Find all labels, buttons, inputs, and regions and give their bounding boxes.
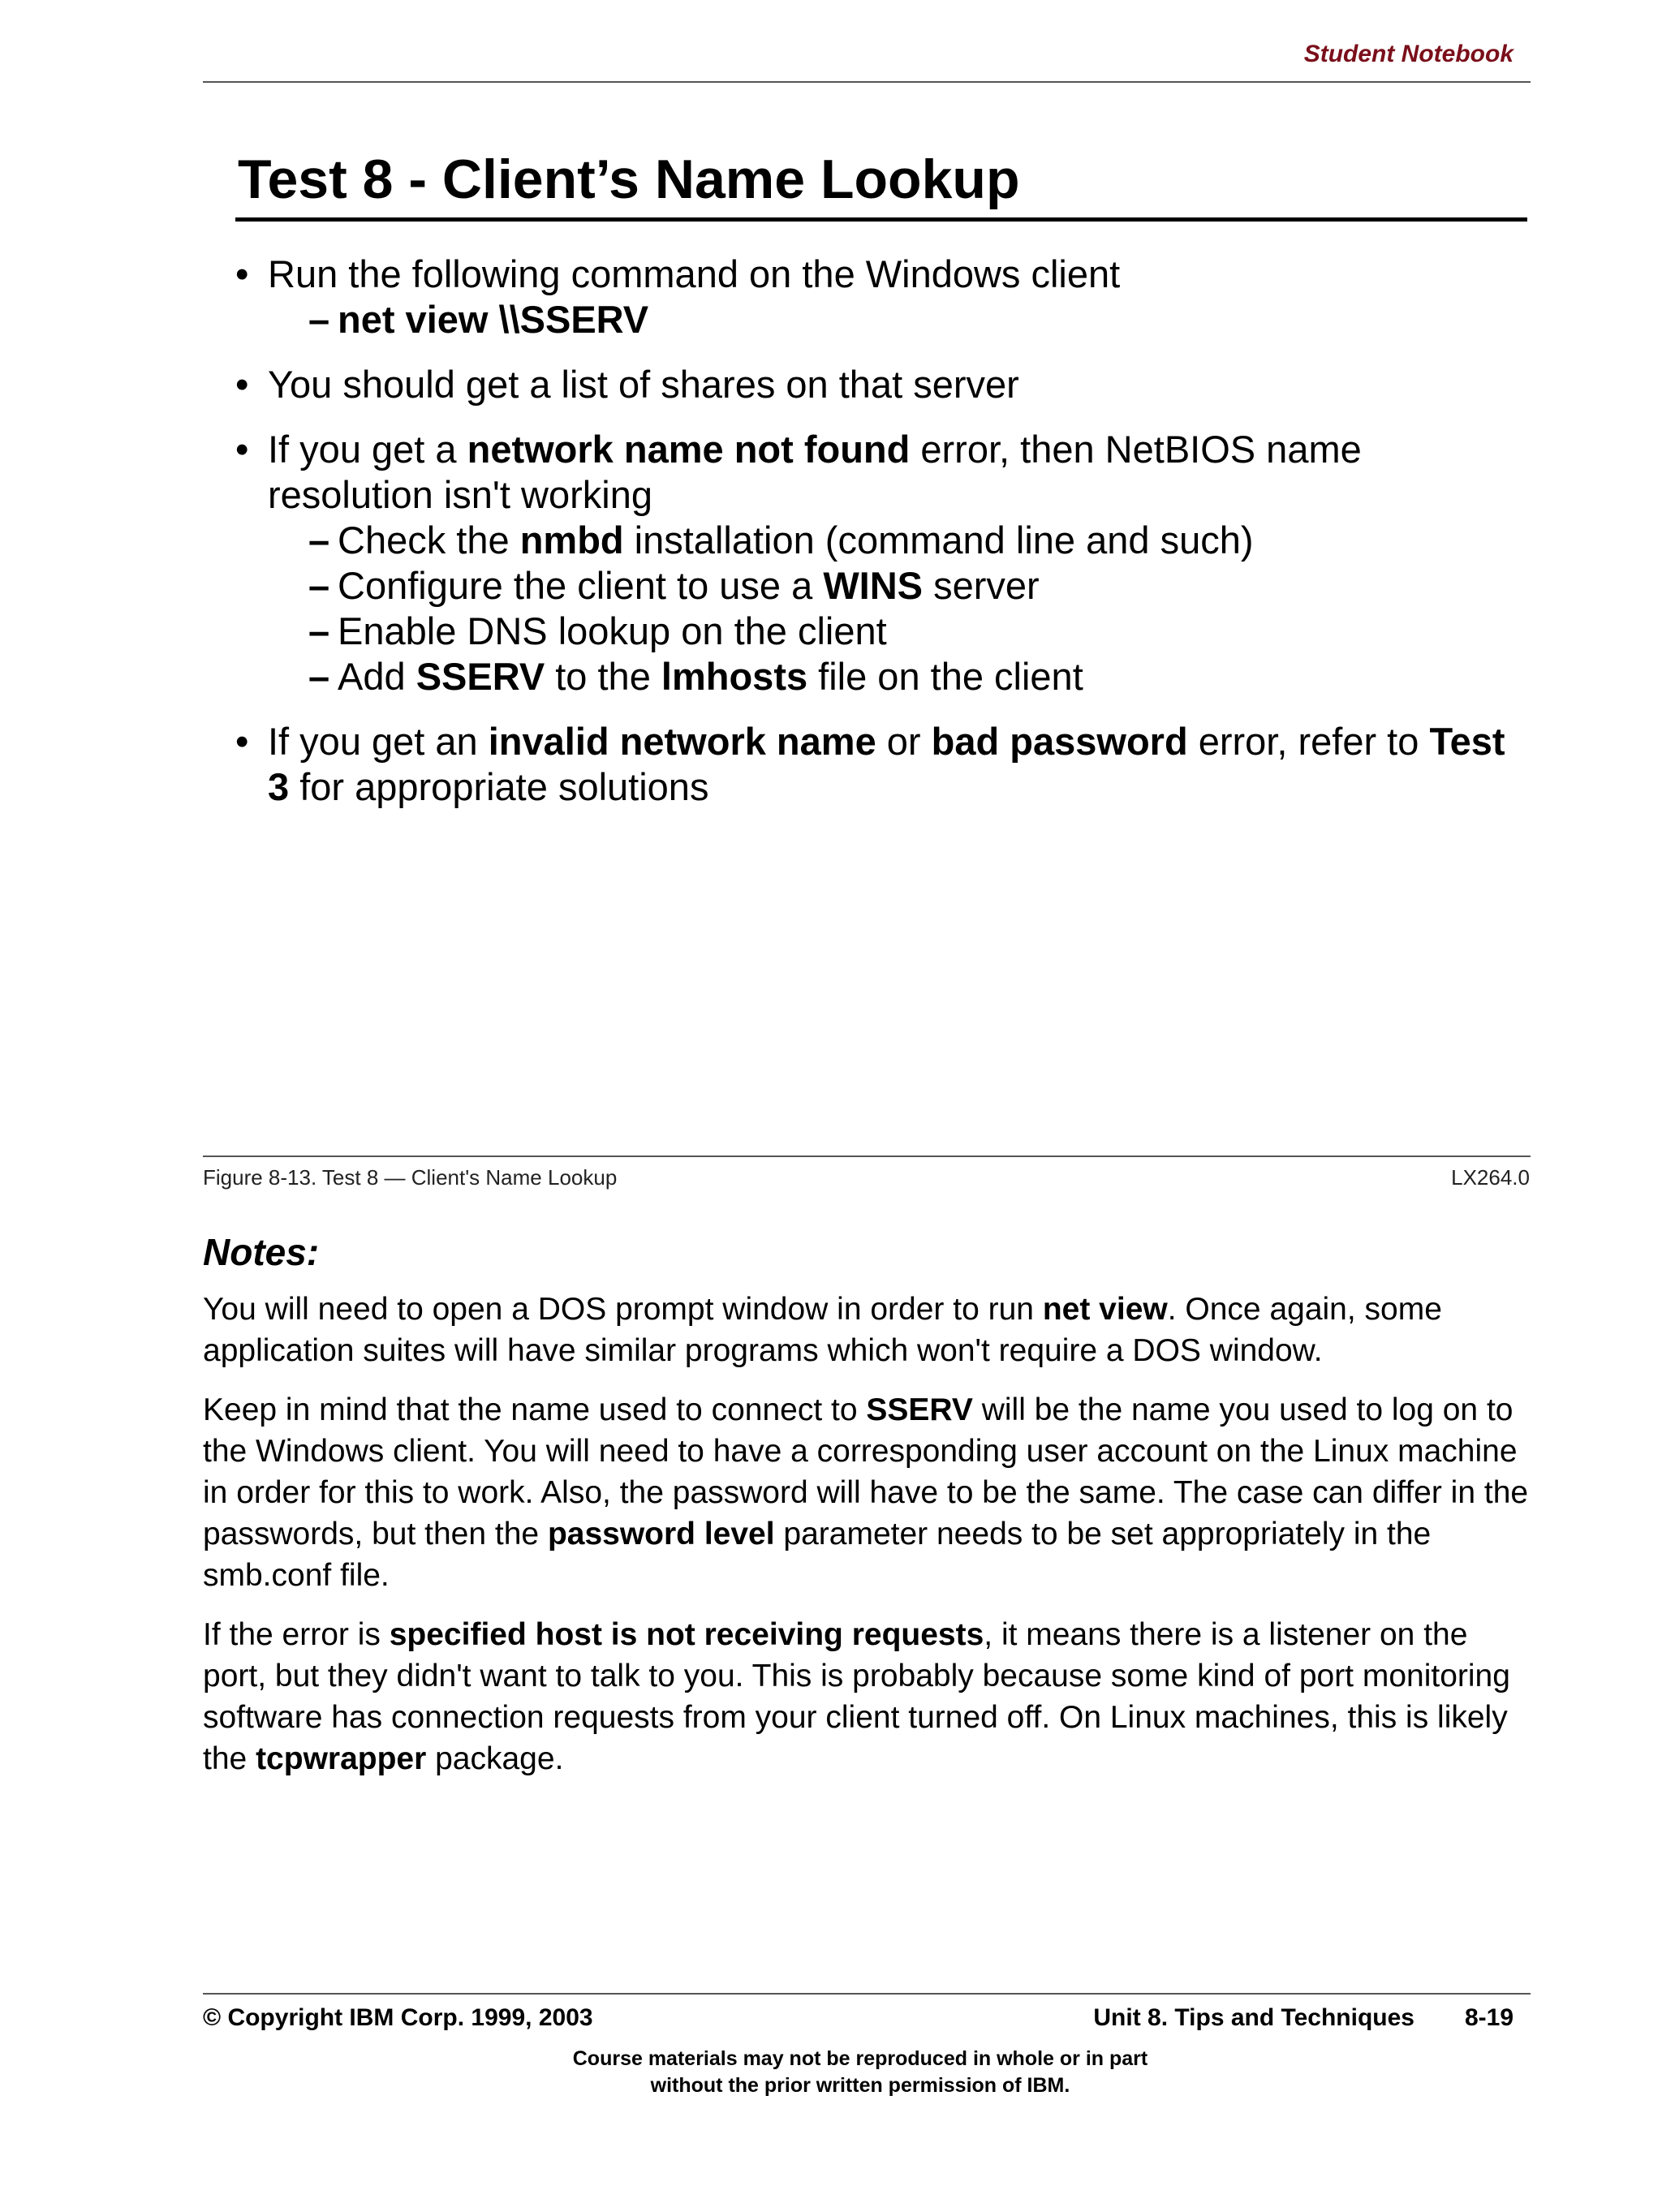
notice-line: Course materials may not be reproduced in whole or in part [572,2047,1148,2070]
course-code: LX264.0 [1451,1165,1530,1190]
sub-bullet [268,563,1534,609]
sub-text: to the [545,655,661,698]
notes-heading: Notes: [203,1231,320,1273]
sub-text: Enable DNS lookup on the client [338,609,887,652]
notes-bold: tcpwrapper [256,1741,427,1776]
notes-text: will be the name you used to log on to the Windows client. You will need to have a corresponding user account on the Linux machine in order for this to work. Also, the password will have to be the same. The case can differ in the passwords, but then the [203,1392,1529,1551]
bullet-bold-part: bad password [931,720,1188,763]
sub-bullet [268,518,1534,563]
notes-text: , it means there is a listener on the port, but they didn't want to talk to you. This is probably because some kind of port monitoring software has connection requests from your client turned off. On Linux machines, this is likely the [203,1617,1510,1776]
notes-bold: specified host is not receiving requests [389,1617,984,1652]
sub-bullet [268,654,1534,699]
page-number: 8-19 [1464,2004,1513,2031]
bullet-network-name-error [235,427,1534,699]
notes-body [203,1289,1534,1797]
sub-text: Check the [338,519,520,562]
notes-text: Keep in mind that the name used to connect to [203,1392,867,1427]
sub-text: file on the client [807,655,1083,698]
notes-bold: net view [1042,1292,1168,1327]
sub-text: server [923,564,1040,607]
notes-text: package. [426,1741,564,1776]
dash-icon: – [308,564,330,607]
notes-bold: SSERV [866,1392,973,1427]
notice-line: without the prior written permission of IBM. [650,2074,1070,2097]
bullet-invalid-name-error [235,719,1534,810]
copyright: © Copyright IBM Corp. 1999, 2003 [203,2004,593,2031]
sub-text: Add [338,655,416,698]
bullet-text-part: for appropriate solutions [289,765,709,808]
bullet-list-shares [235,362,1534,407]
bullet-text-part: If you get an [268,720,489,763]
notes-text: parameter needs to be set appropriately in the smb.conf file. [203,1517,1432,1593]
bullet-icon: • [235,428,249,471]
figure-rule [203,1155,1531,1157]
bullet-text: You should get a list of shares on that server [268,363,1019,406]
header-rule [203,81,1531,83]
bullet-text-part: If you get a [268,428,467,471]
header-label: Student Notebook [1303,41,1513,67]
bullet-text: Run the following command on the Windows client [268,252,1121,295]
sub-text: installation (command line and such) [623,519,1254,562]
sub-bold: lmhosts [661,655,808,698]
figure-caption: Figure 8-13. Test 8 — Client's Name Lookup [203,1165,618,1190]
bullet-text-part: or [876,720,932,763]
command-text: net view \\SSERV [338,298,649,341]
dash-icon: – [308,519,330,562]
sub-bullet [268,297,1534,342]
slide-body [235,252,1534,829]
bullet-text-part: error, refer to [1187,720,1430,763]
bullet-icon: • [235,720,249,763]
bullet-text-part: error, then NetBIOS name resolution isn't working [268,428,1362,516]
footer-rule [203,1993,1531,1995]
dash-icon: – [308,655,330,698]
bullet-bold-part: network name not found [467,428,911,471]
reproduction-notice [0,2046,1662,2099]
dash-icon: – [308,609,330,652]
bullet-bold-part: invalid network name [488,720,876,763]
notes-paragraph [203,1389,1534,1596]
sub-bold: SSERV [416,655,545,698]
title-underline [235,217,1527,222]
unit-title: Unit 8. Tips and Techniques [1093,2004,1414,2031]
bullet-run-command [235,252,1534,342]
sub-text: Configure the client to use a [338,564,824,607]
bullet-icon: • [235,252,249,295]
bullet-bold-part: Test 3 [268,720,1505,808]
dash-icon: – [308,298,330,341]
slide-title: Test 8 - Client’s Name Lookup [238,148,1020,210]
notes-text: . Once again, some application suites will have similar programs which won't require a DOS window. [203,1292,1442,1368]
sub-bold: nmbd [519,519,624,562]
notes-text: If the error is [203,1617,390,1652]
notes-text: You will need to open a DOS prompt window in order to run [203,1292,1043,1327]
notes-paragraph [203,1289,1534,1371]
sub-bullet [268,609,1534,654]
notes-paragraph [203,1614,1534,1779]
sub-bold: WINS [823,564,924,607]
bullet-icon: • [235,363,249,406]
notes-bold: password level [547,1517,775,1551]
